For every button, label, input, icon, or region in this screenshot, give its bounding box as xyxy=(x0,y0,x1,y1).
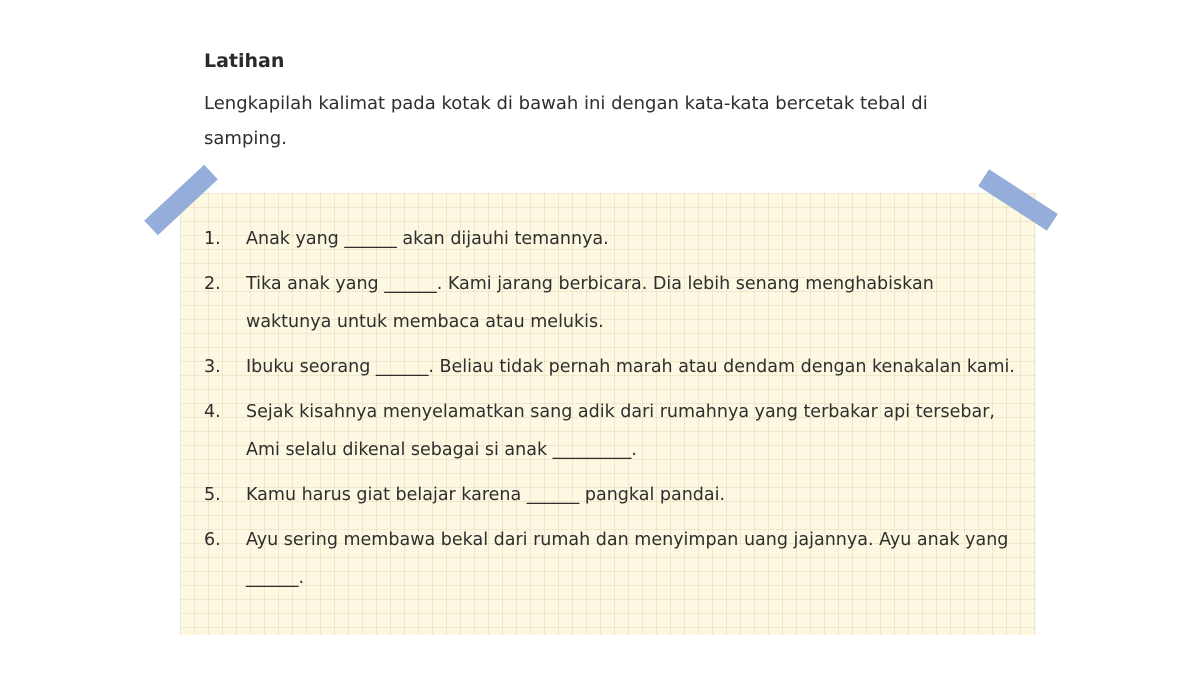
question-text: Anak yang ______ akan dijauhi temannya. xyxy=(246,229,609,249)
question-number: 4. xyxy=(204,402,221,422)
question-number: 2. xyxy=(204,274,221,294)
question-text: Sejak kisahnya menyelamatkan sang adik dari rumahnya yang terbakar api tersebar, Ami selalu dikenal sebagai si anak _________. xyxy=(246,402,995,460)
question-item xyxy=(204,265,1019,341)
question-text: Ibuku seorang ______. Beliau tidak pernah marah atau dendam dengan kenakalan kami. xyxy=(246,357,1015,377)
question-text: Ayu sering membawa bekal dari rumah dan menyimpan uang jajannya. Ayu anak yang ______. xyxy=(246,530,1009,588)
question-number: 6. xyxy=(204,530,221,550)
question-text: Kamu harus giat belajar karena ______ pangkal pandai. xyxy=(246,485,726,505)
question-number: 5. xyxy=(204,485,221,505)
question-item xyxy=(204,393,1019,469)
question-item xyxy=(204,220,1019,258)
question-text: Tika anak yang ______. Kami jarang berbicara. Dia lebih senang menghabiskan waktunya untuk membaca atau melukis. xyxy=(246,274,934,332)
exercise-instruction: Lengkapilah kalimat pada kotak di bawah ini dengan kata-kata bercetak tebal di samping. xyxy=(204,93,928,149)
question-number: 1. xyxy=(204,229,221,249)
question-item xyxy=(204,521,1019,597)
exercise-heading: Latihan xyxy=(204,50,285,72)
question-item xyxy=(204,476,1019,514)
question-list xyxy=(204,220,1019,604)
question-item xyxy=(204,348,1019,386)
question-number: 3. xyxy=(204,357,221,377)
